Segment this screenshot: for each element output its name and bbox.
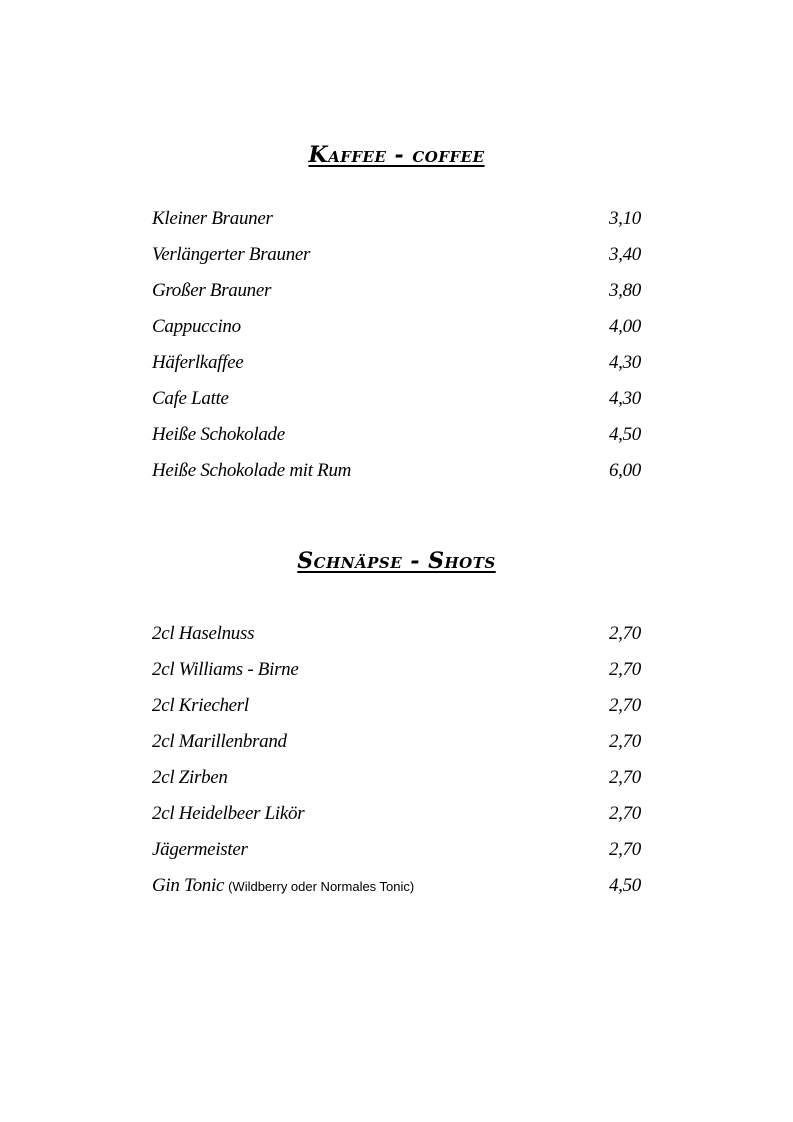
item-name: 2cl Marillenbrand [152,731,287,752]
menu-item [152,244,641,280]
item-price: 4,00 [608,316,641,337]
item-price: 2,70 [608,839,641,860]
item-price: 4,30 [608,388,641,409]
item-price: 2,70 [608,767,641,788]
menu-item [152,767,641,803]
item-name: Cappuccino [152,316,241,337]
item-name: 2cl Haselnuss [152,623,255,644]
menu-item [152,352,641,388]
item-name: Heiße Schokolade mit Rum [152,460,352,481]
item-name: Heiße Schokolade [152,424,285,445]
item-name: Häferlkaffee [152,352,244,373]
item-name: Verlängerter Brauner [152,244,311,265]
item-price: 2,70 [608,695,641,716]
menu-item [152,839,641,875]
item-price: 4,30 [608,352,641,373]
item-price: 4,50 [608,875,641,896]
item-price: 3,40 [608,244,641,265]
item-price: 3,10 [608,208,641,229]
item-name: Kleiner Brauner [152,208,273,229]
item-name: 2cl Heidelbeer Likör [152,803,305,824]
item-name: Cafe Latte [152,388,229,409]
menu-item [152,208,641,244]
item-name: 2cl Williams - Birne [152,659,299,680]
menu-item [152,316,641,352]
menu-item [152,695,641,731]
item-name: 2cl Zirben [152,767,228,788]
menu-item [152,659,641,695]
menu-item [152,388,641,424]
menu-item [152,460,641,496]
item-price: 2,70 [608,623,641,644]
menu-item [152,424,641,460]
item-price: 6,00 [608,460,641,481]
item-price: 2,70 [608,659,641,680]
item-list-coffee [152,208,641,496]
item-name: 2cl Kriecherl [152,695,249,716]
item-price: 3,80 [608,280,641,301]
menu-item [152,731,641,767]
item-name: Großer Brauner [152,280,272,301]
menu-item [152,803,641,839]
menu-item [152,623,641,659]
menu-item [152,875,641,911]
item-name: Jägermeister [152,839,248,860]
section-title-coffee: Kaffee - coffee [308,142,485,168]
item-price: 4,50 [608,424,641,445]
item-list-shots [152,623,641,911]
item-price: 2,70 [608,803,641,824]
item-name: Gin Tonic (Wildberry oder Normales Tonic) [152,875,415,896]
menu-item [152,280,641,316]
item-price: 2,70 [608,731,641,752]
item-note: (Wildberry oder Normales Tonic) [228,879,415,894]
section-title-shots: Schnäpse - Shots [297,548,496,574]
